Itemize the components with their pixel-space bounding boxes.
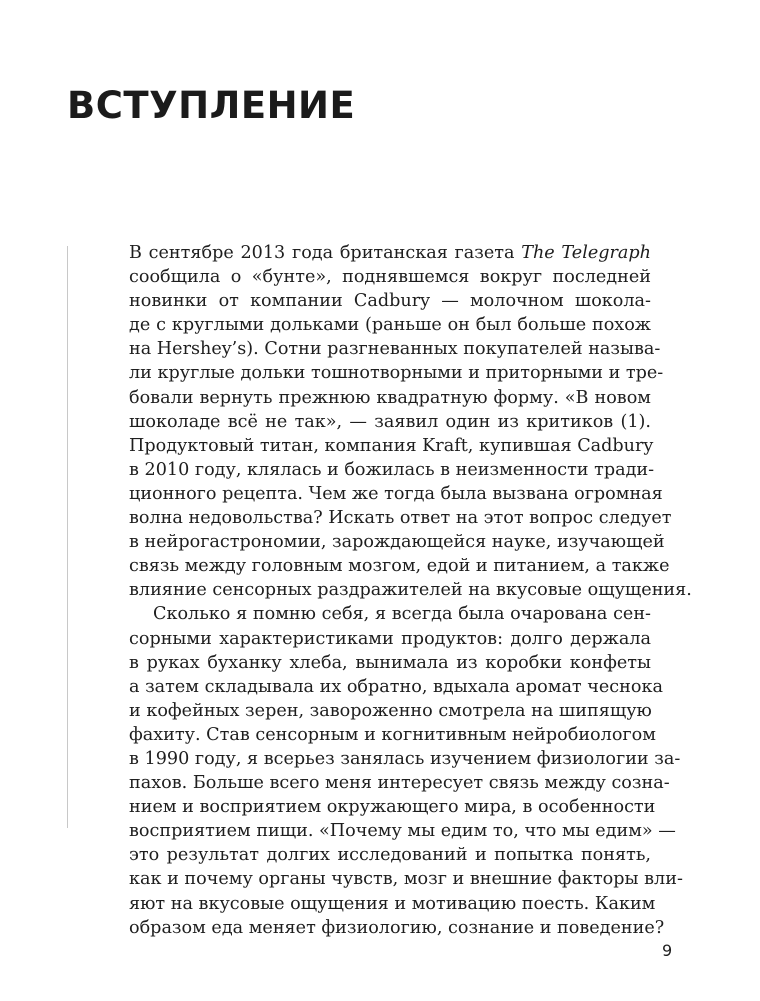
paragraph-line: волна недовольства? Искать ответ на этот вопрос следует (129, 508, 672, 529)
paragraph-line: а затем складывала их обратно, вдыхала аромат чеснока (129, 676, 663, 697)
paragraph-line: де с круглыми дольками (раньше он был больше похож (129, 315, 651, 336)
paragraph-line: Сколько я помню себя, я всегда была очарована сен- (153, 604, 651, 625)
paragraph-line: образом еда меняет физиологию, сознание и поведение? (129, 917, 665, 938)
paragraph-line: в руках буханку хлеба, вынимала из коробки конфеты (129, 652, 651, 673)
paragraph-line: в нейрогастрономии, зарождающейся науке, изучающей (129, 532, 665, 553)
paragraph-line: нием и восприятием окружающего мира, в особенности (129, 797, 656, 818)
paragraph-line: влияние сенсорных раздражителей на вкусовые ощущения. (129, 580, 692, 601)
paragraph-line: яют на вкусовые ощущения и мотивацию поесть. Каким (129, 893, 656, 914)
paragraph-line: бовали вернуть прежнюю квадратную форму. «В новом (129, 387, 651, 408)
paragraph-line (129, 241, 651, 265)
page-number: 9 (662, 941, 673, 960)
paragraph-line: восприятием пищи. «Почему мы едим то, что мы едим» — (129, 821, 676, 842)
chapter-title: ВСТУПЛЕНИЕ (67, 84, 356, 127)
paragraph-line: новинки от компании Cadbury — молочном шокола- (129, 291, 651, 312)
paragraph-line: ционного рецепта. Чем же тогда была вызвана огромная (129, 483, 663, 504)
paragraph-line: сообщила о «бунте», поднявшемся вокруг последней (129, 267, 651, 288)
margin-rule (67, 246, 68, 828)
paragraph-line: как и почему органы чувств, мозг и внешние факторы вли- (129, 869, 683, 890)
paragraph-line: и кофейных зерен, завороженно смотрела на шипящую (129, 700, 652, 721)
paragraph-line: в 1990 году, я всерьез занялась изучением физиологии за- (129, 748, 681, 769)
paragraph-line: в 2010 году, клялась и божилась в неизменности тради- (129, 459, 655, 480)
paragraph-line: связь между головным мозгом, едой и питанием, а также (129, 556, 670, 577)
paragraph-line: сорными характеристиками продуктов: долго держала (129, 628, 651, 649)
paragraph-line: ли круглые дольки тошнотворными и приторными и тре- (129, 363, 664, 384)
paragraph-2 (129, 602, 683, 939)
paragraph-line: фахиту. Став сенсорным и когнитивным нейробиологом (129, 724, 656, 745)
body-text (129, 241, 692, 940)
paragraph-1 (129, 241, 692, 602)
paragraph-line: Продуктовый титан, компания Kraft, купившая Cadbury (129, 435, 654, 456)
text-run: В сентябре 2013 года британская газета (129, 243, 522, 263)
paragraph-line: это результат долгих исследований и попытка понять, (129, 845, 651, 866)
paragraph-line: на Hershey’s). Сотни разгневанных покупателей называ- (129, 339, 661, 360)
paragraph-line: пахов. Больше всего меня интересует связь между созна- (129, 773, 670, 794)
paragraph-line: шоколаде всё не так», — заявил один из критиков (1). (129, 411, 651, 432)
newspaper-name: The Telegraph (521, 243, 652, 263)
